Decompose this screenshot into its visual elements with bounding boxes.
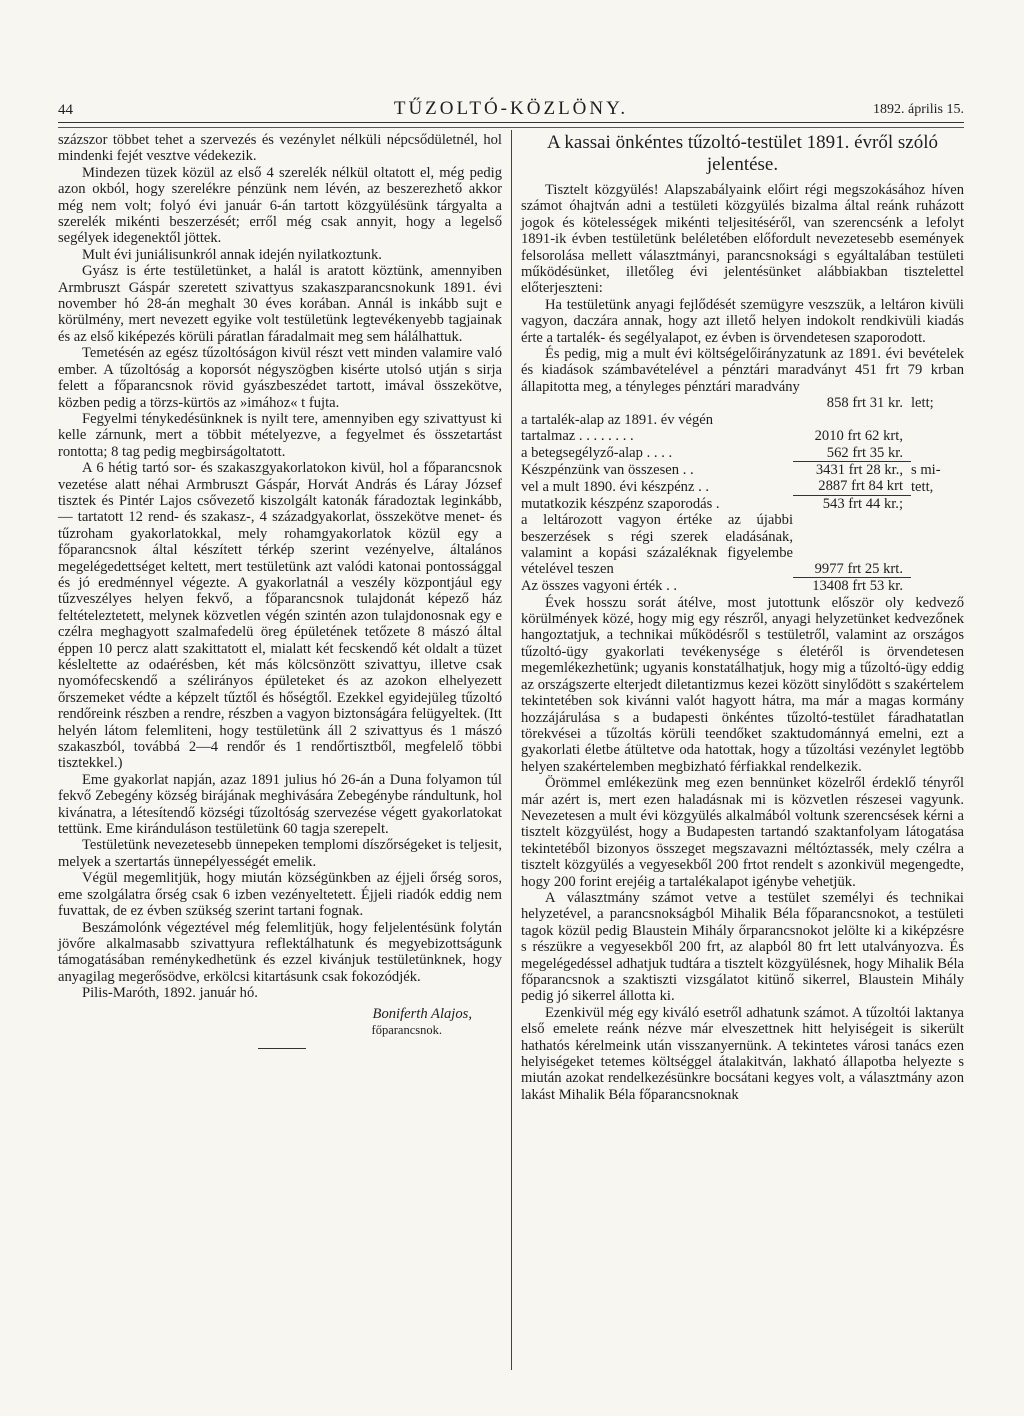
page-number: 44 [58,102,73,118]
paragraph: Fegyelmi ténykedésünknek is nyilt tere, amennyiben egy szivattyust ki kelle zárnunk, mert a többit mételyezve, a fegyelmet és összetartást rontotta; 8 tag pedig megbirságoltatott. [58,410,502,460]
end-rule [258,1048,306,1049]
account-row: a leltározott vagyon értéke az újabbi beszerzések s régi szerek eladásának, valamint a kopási százaléknak figyelembe vételével teszen 9977 frt 25 krt. [521,512,964,578]
paragraph: Örömmel emlékezünk meg ezen bennünket közelről érdeklő tényről már azért is, mert ezen haladásnak mi is közvetlen részesei vagyunk. Nevezetesen a mult évi közgyülés alkalmából voltunk szerencsések kérni a tisztelt közgyülést, hogy a Budapesten tartandó szaktanfolyam látogatása tekintetéből bizonyos összeget megszavazni méltóztassék, mely czélra a tisztelt közgyülés a vegyesekből 200 frtot rendelt s azonkivül megengedte, hogy 200 forint erejéig a tartalékalapot igénybe vehetjük. [521,775,964,890]
signature-title: főparancsnok. [371,1022,442,1037]
paragraph: Gyász is érte testületünket, a halál is aratott köztünk, amennyiben Armbruszt Gáspár szeretett szivattyus szakaszparancsnokunk 1891. évi november hó 28-án meghalt 30 éves korában. Annál is inkább sujt e körülmény, mert nevezett egyike volt testületünk legtevékenyebb tagjainak és az első kiképezés körüli páratlan fáradalmait meg sem hálálhattuk. [58,263,502,345]
account-row: tartalmaz . . . . . . . . 2010 frt 62 krt, [521,428,903,445]
paragraph: Temetésén az egész tűzoltóságon kivül részt vett minden valamire való ember. A tűzoltóság a koporsót négyszögben kisérte utolsó utján s sirja felett a főparancsnok rövid gyászbeszédet tartott, imával összekötve, közben pedig a törzs-kürtös az »imához« t fujta. [58,345,502,411]
left-column [58,132,502,1049]
paragraph: Eme gyakorlat napján, azaz 1891 julius hó 26-án a Duna folyamon túl fekvő Zebegény község birájának meghivására Zebegénybe rándultunk, hol kivánatra, a létesítendő községi tűzoltóság szervezése végett gyakorlatokat tettünk. Eme kiránduláson testületünk 60 tagja szerepelt. [58,771,502,838]
paragraph: A választmány számot vetve a testület személyi és technikai helyzetével, a parancsnokságból Mihalik Béla főparancsnokot, a testületi tagok közül pedig Blaustein Mihály őrparancsnokot jelölte ki a kiképzésre s részükre a vegyesekből 200 frt, az alapból 80 frt lett utalványozva. És megelégedéssel adhatjuk tudtára a tisztelt közgyülésnek, hogy Mihalik Béla főparancsnok a szaktiszti vizsgálatot kitünő sikerrel, Blaustein Mihály pedig jó sikerrel állotta ki. [521,889,964,1005]
paragraph: Testületünk nevezetesebb ünnepeken templomi díszőrségeket is teljesit, melyek a szertartás ünnepélyességét emelik. [58,837,502,870]
paragraph: Ezenkivül még egy kiváló esetről adhatunk számot. A tűzoltói laktanya első emelete reánk nézve már elveszettnek hitt helyiségeit is sikerült hathatós kérelmeink után visszanyernünk. A tekintetes városi tanács ezen helyiségeket tetemes költséggel átalakitván, lakható állapotba helyezte s miután azokat rendelkezésünkre bocsátani kegyes volt, a választmány azon lakást Mihalik Béla főparancsnoknak [521,1004,964,1103]
paragraph: Mult évi juniálisunkról annak idején nyilatkoztunk. [82,246,382,263]
account-row: a betegsegélyző-alap . . . . 562 frt 35 kr. [521,445,964,462]
paragraph: Évek hosszu sorát átélve, most jutottunk először oly kedvező körülmények közé, hogy mig egy részről, anyagi helyzetünket kedvezőnek hangoztatjuk, a technikai működésről s testületről, valamint az országos tűzoltó-ügy gyakorlati tevékenysége s életéről is örvendetesen megemlékezhetünk; ugyanis konstatálhatjuk, hogy mig a tűzoltó-ügy eddig az országszerte elterjedt diletantizmus kezei között sinylődött s szakértelem tekintetében sok kivánni valót hagyott hátra, ma már a magas kormány hozzájárulása s a budapesti önkéntes tűzoltó-testület fáradhatatlan törekvései a tűzoltás körüli teendőket szaktudománnyá emelni, ezt a gyakorlati életbe átültetve oda hatottak, hogy a tűzoltási vezénylet legtöbb helyen szakértelemben megbizható férfiakkal rendelkezik. [521,594,964,775]
paragraph: És pedig, mig a mult évi költségelőirányzatunk az 1891. évi bevételek és kiadások számbavételével a pénztári maradványt 451 frt 79 krban állapitotta meg, a tényleges pénztári maradvány [521,346,964,395]
account-row: vel a mult 1890. évi készpénz . . 2887 frt 84 krt tett, [521,478,934,495]
paragraph: Tisztelt közgyülés! Alapszabályaink előirt régi megszokásához híven számot óhajtván adni a testületi közgyülés bizalma által reánk ruházott jogok és kötelességek mikénti teljesitéséről, van szerencsénk a lefolyt 1891-ik évben testületünk beléletében előfordult nevezetesebb események felsorolása mellett választmányi, parancsnoksági s egyáltalában testületi működésünket, illetőleg évi jelentésünket alábbiakban tisztelettel előterjeszteni: [521,182,964,297]
account-row: Az összes vagyoni érték . . 13408 frt 53 kr. [521,578,903,595]
issue-date: 1892. április 15. [873,102,964,117]
right-column [521,132,964,1103]
account-row: a tartalék-alap az 1891. év végén [521,411,714,428]
paragraph: Végül megemlitjük, hogy miután községünkben az éjjeli őrség soros, eme szolgálatra őrség csak 6 izben vezényeltetett. Éjjeli riadók eddig nem fuvattak, de ez évben szükség szerint tartani fognak. [58,870,502,920]
journal-title: TŰZOLTÓ-KÖZLÖNY. [393,98,629,119]
paragraph: százszor többet tehet a szervezés és vezénylet nélküli népcsődületnél, hol mindenki fejét vesztve védekezik. [58,132,502,165]
paragraph: Beszámolónk végeztével még felemlitjük, hogy feljelentésünk folytán jövőre alkalmasabb szivattyura reflektálhatunk és megyebizottságunk támogatásában reménykedhetünk és ezzel kivánjuk testületünknek, hogy anyagilag megerősödve, erkölcsi kitartásunk csak fokozódjék. [58,919,502,985]
accounts-table [521,395,964,594]
article-title: A kassai önkéntes tűzoltó-testület 1891. évről szóló jelentése. [546,132,938,175]
paragraph: A 6 hétig tartó sor- és szakaszgyakorlatokon kivül, hol a főparancsnok vezetése alatt néhai Armbruszt Gáspár, Horvát András és Láray József tisztek és Pintér Lajos csővezető kiszolgált katonák fáradoztak leginkább, — tartatott 12 rend- és szakasz-, 4 századgyakorlat, összekötve menet- és tűzroham gyakorlatokkal, mely rohamgyakorlatok közül egy a főparancsnok által készített térkép szerint vezényelve, általános megelégedettséget keltett, mert testületünk azt valódi katonai pontossággal és jó eredménnyel végezte. A gyakorlatnál a veszély központjául egy tűzveszélyes helyen fekvő, a főparancsnok tulajdonát képező ház feltételeztetett, melynek közvetlen végén szintén azon tulajdonosnak egy e czélra meghagyott szalmafedelü öreg épületének tetőzete 8 mászó által éppen 10 percz alatt szakittatott el, mialatt két fecskendő két oldalt a tüzet késleltette az odaérésben, két más kölcsönzött szivattyu, illetve csak nyomófecskendő a szélirányos épületeket és az azokon elhelyezett őrszemeket védte a képzelt tűztől és hőségtől. Ezekkel egyidejüleg tűzoltó rendőreink részben a rendre, részben a vagyon biztonságára felügyeltek. (Itt helyén látom felemliteni, hogy testületünk áll 2 szivattyus és 1 mászó szakaszból, továbbá 2—4 rendőr és 1 rendőrtisztből, megfelelő többi tisztekkel.) [58,460,502,772]
account-row: mutatkozik készpénz szaporodás . 543 frt 44 kr.; [521,495,903,512]
running-header [58,98,964,123]
header-rule [58,127,964,128]
account-row: 858 frt 31 kr. lett; [826,395,934,412]
account-row: Készpénzünk van összesen . . 3431 frt 28 kr., s mi- [521,461,941,478]
signature-name: Boniferth Alajos, [372,1005,472,1022]
paragraph: Ha testületünk anyagi fejlődését szemügyre veszszük, a leltáron kivüli vagyon, daczára annak, hogy azt illető helyen indokolt rendkivüli kiadás érte a tartalék- és segélyalapot, ez évben is örvendetesen szaporodott. [521,296,964,346]
place-date-line: Pilis-Maróth, 1892. január hó. [82,985,258,1002]
paragraph: Mindezen tüzek közül az első 4 szerelék nélkül oltatott el, még pedig azon okból, hogy szerelékre pénzünk nem lévén, az beszerezhető akkor még nem volt; folyó évi január 6-án tartott közgyülésünk tárgyalta a szerelék mikénti beszerzését; erről még csak annyit, hogy a legelső segélyek idegenektől jöttek. [58,164,502,247]
column-divider [511,130,512,1370]
